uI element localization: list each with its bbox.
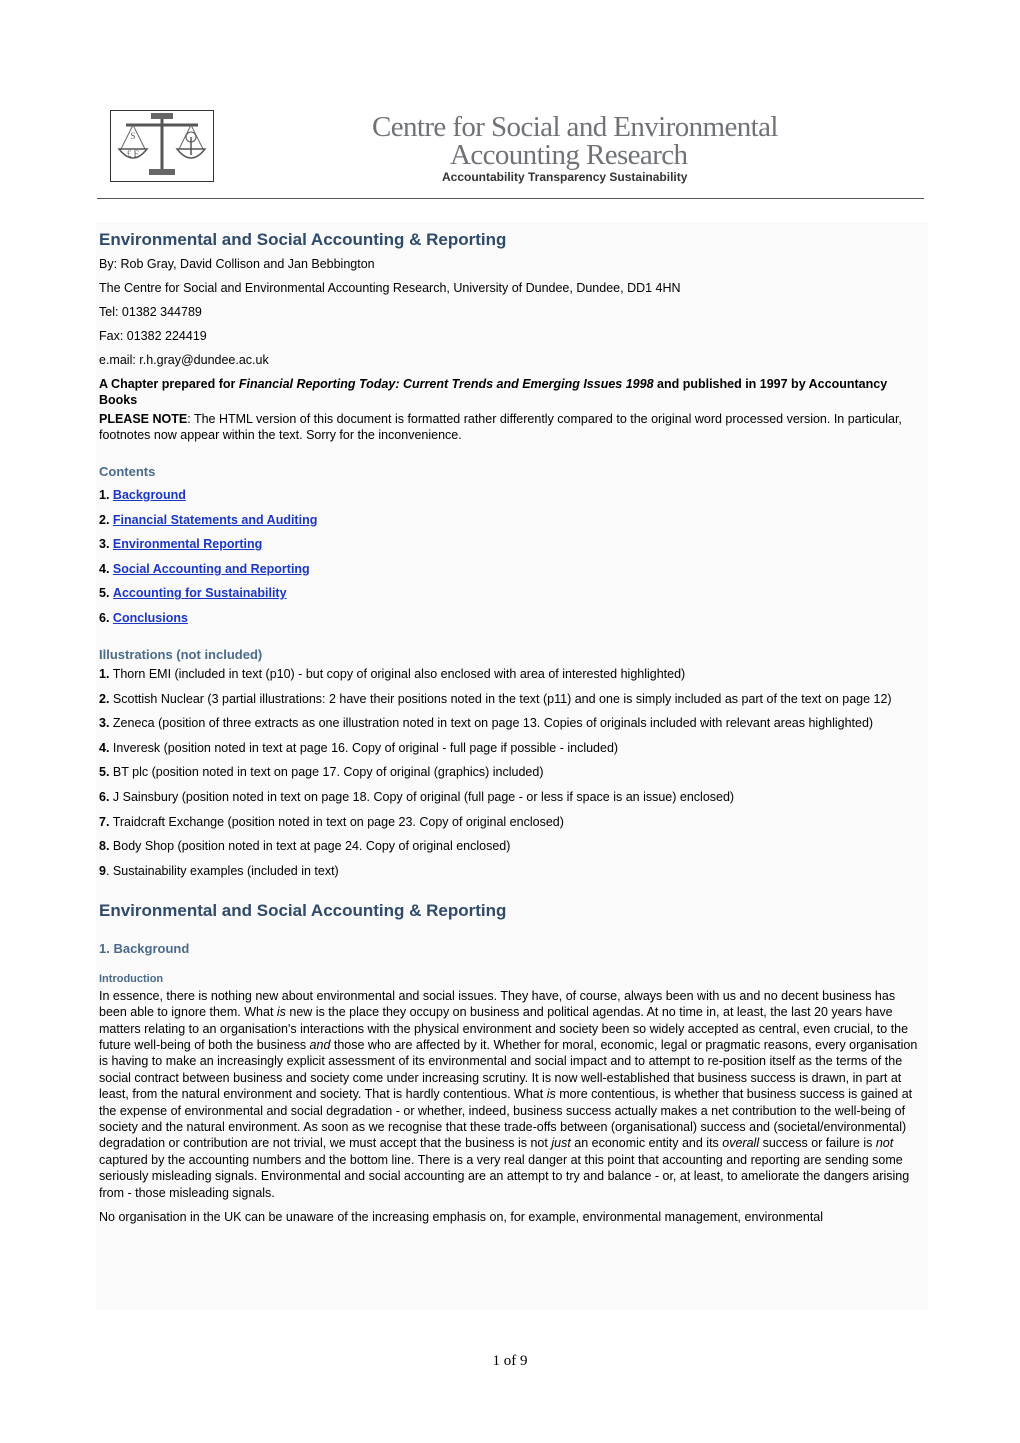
chapter-note-c: and published in 1997 by Accountancy Books (99, 377, 888, 407)
item-number: 8. (99, 839, 110, 854)
item-number: 5. (99, 765, 110, 780)
authors: By: Rob Gray, David Collison and Jan Bebbington (99, 257, 375, 271)
illustrations-heading: Illustrations (not included) (99, 646, 263, 662)
fax: Fax: 01382 224419 (99, 329, 207, 343)
institution: The Centre for Social and Environmental Accounting Research, University of Dundee, Dundee, DD1 4HN (99, 281, 681, 295)
item-text: Traidcraft Exchange (position noted in text on page 23. Copy of original enclosed) (112, 814, 564, 829)
toc-link-environmental-reporting[interactable]: Environmental Reporting (112, 537, 263, 552)
text-run: new is the place they occupy on business and political agendas. At no time in, at least, the last 20 years have matters relating to an organisation's interactions with the physical environment and society been so widely accepted as central, even crucial, to the future well-being of both the business (99, 1005, 909, 1052)
section-title: Environmental and Social Accounting & Reporting (99, 900, 507, 920)
text-run: captured by the accounting numbers and the bottom line. There is a very real danger at this point that accounting and reporting are sending some seriously misleading signals. Environmental and social accounting are an attempt to try and balance - or, at least, to ameliorate the dangers arising from - those misleading signals. (99, 1152, 910, 1200)
toc-link-financial-statements[interactable]: Financial Statements and Auditing (112, 512, 318, 527)
note-text: : The HTML version of this document is formatted rather differently compared to the original word processed version. In particular, footnotes now appear within the text. Sorry for the inconvenience. (99, 412, 902, 442)
page-header (97, 100, 924, 199)
contents-heading: Contents (99, 464, 156, 479)
item-text: Zeneca (position of three extracts as one illustration noted in text on page 13. Copies of originals included with relevant areas highlighted) (112, 716, 874, 731)
note-label: PLEASE NOTE (99, 412, 188, 426)
chapter-note-a: A Chapter prepared for (99, 377, 239, 391)
item-text: Thorn EMI (included in text (p10) - but copy of original also enclosed with area of interested highlighted) (112, 666, 686, 681)
illustrations-list (99, 666, 925, 879)
masthead-tagline: Accountability Transparency Sustainability (442, 170, 688, 184)
page-title: Environmental and Social Accounting & Reporting (99, 230, 507, 249)
email: e.mail: r.h.gray@dundee.ac.uk (99, 353, 269, 367)
paragraph (99, 988, 925, 1201)
introduction-subheading: Introduction (99, 972, 164, 985)
item-number: 3. (99, 716, 110, 731)
paragraph: No organisation in the UK can be unaware of the increasing emphasis on, for example, environmental management, environmental (99, 1210, 824, 1224)
list-item (99, 666, 925, 682)
toc-item (99, 536, 925, 552)
text-run: success or failure is (759, 1136, 876, 1151)
toc-item (99, 561, 925, 577)
list-item (99, 691, 925, 707)
masthead-line1: Centre for Social and Environmental (372, 111, 778, 143)
scales-logo (110, 110, 214, 182)
toc-number: 4. (99, 561, 110, 576)
toc-link-background[interactable]: Background (112, 488, 186, 502)
html-note (99, 411, 925, 443)
toc-link-conclusions[interactable]: Conclusions (112, 610, 188, 625)
item-number: 1. (99, 666, 110, 681)
toc-number: 3. (99, 537, 110, 552)
toc-number: 6. (99, 610, 110, 625)
toc-item (99, 512, 925, 528)
item-text: Inveresk (position noted in text at page 16. Copy of original - full page if possible - included) (112, 740, 619, 755)
item-text: BT plc (position noted in text on page 17. Copy of original (graphics) included) (112, 765, 544, 780)
list-item (99, 863, 925, 879)
text-run: an economic entity and its (570, 1136, 723, 1151)
toc-number: 5. (99, 586, 110, 601)
text-run: In essence, there is nothing new about environmental and social issues. They have, of course, always been with us and no decent business has been able to ignore them. What (99, 988, 896, 1020)
text-run-italic: overall (722, 1136, 760, 1151)
list-item (99, 715, 925, 731)
toc-item (99, 585, 925, 601)
text-run-italic: is (546, 1087, 556, 1102)
list-item (99, 838, 925, 854)
text-run-italic: is (276, 1005, 286, 1020)
list-item (99, 740, 925, 756)
toc-number: 2. (99, 512, 110, 527)
svg-text:£ E: £ E (126, 149, 140, 159)
item-text: . Sustainability examples (included in text) (105, 863, 339, 878)
list-item (99, 789, 925, 805)
text-run: those who are affected by it. Whether for moral, economic, legal or pragmatic reasons, every organisation is having to make an increasingly explicit assessment of its environmental and social impact and to attempt to re-position itself as the terms of the social contract between business and society come under increasing scrutiny. It is now well-established that business success is drawn, in part at least, from the natural environment and society. That is hardly contentious. What (99, 1037, 918, 1102)
item-text: J Sainsbury (position noted in text on page 18. Copy of original (full page - or less if space is an issue) enclosed) (112, 789, 735, 804)
item-number: 2. (99, 691, 110, 706)
scales-icon (111, 111, 213, 181)
item-text: Scottish Nuclear (3 partial illustrations: 2 have their positions noted in the text (p11) and one is simply included as part of the text on page 12) (112, 691, 892, 706)
telephone: Tel: 01382 344789 (99, 305, 202, 319)
toc-number: 1. (99, 488, 110, 502)
toc-link-sustainability[interactable]: Accounting for Sustainability (112, 586, 287, 601)
contents-list (99, 487, 925, 626)
background-heading: 1. Background (99, 940, 190, 956)
svg-text:S: S (130, 131, 136, 141)
chapter-note (99, 376, 925, 408)
item-number: 4. (99, 740, 110, 755)
page-number: 1 of 9 (492, 1353, 528, 1369)
toc-link-social-accounting[interactable]: Social Accounting and Reporting (112, 561, 310, 576)
text-run-italic: just (551, 1136, 571, 1151)
chapter-book-title: Financial Reporting Today: Current Trends and Emerging Issues 1998 (238, 377, 654, 391)
item-number: 6. (99, 789, 110, 804)
item-number: 9 (99, 863, 106, 878)
toc-item (99, 487, 925, 503)
list-item (99, 764, 925, 780)
list-item (99, 814, 925, 830)
masthead-line2: Accounting Research (450, 139, 688, 171)
document-body (96, 222, 928, 1310)
text-run: more contentious, is whether that business success is gained at the expense of environmental and social degradation - or whether, indeed, business success actually makes a net contribution to the well-being of society and the natural environment. As soon as we recognise that these trade-offs between (organisational) success and (societal/environmental) degradation or contribution are not trivial, we must accept that the business is not (99, 1087, 913, 1151)
text-run-italic: and (309, 1037, 331, 1052)
item-text: Body Shop (position noted in text at page 24. Copy of original enclosed) (112, 839, 511, 854)
toc-item (99, 610, 925, 626)
masthead (372, 108, 778, 188)
item-number: 7. (99, 814, 110, 829)
text-run-italic: not (875, 1136, 894, 1151)
